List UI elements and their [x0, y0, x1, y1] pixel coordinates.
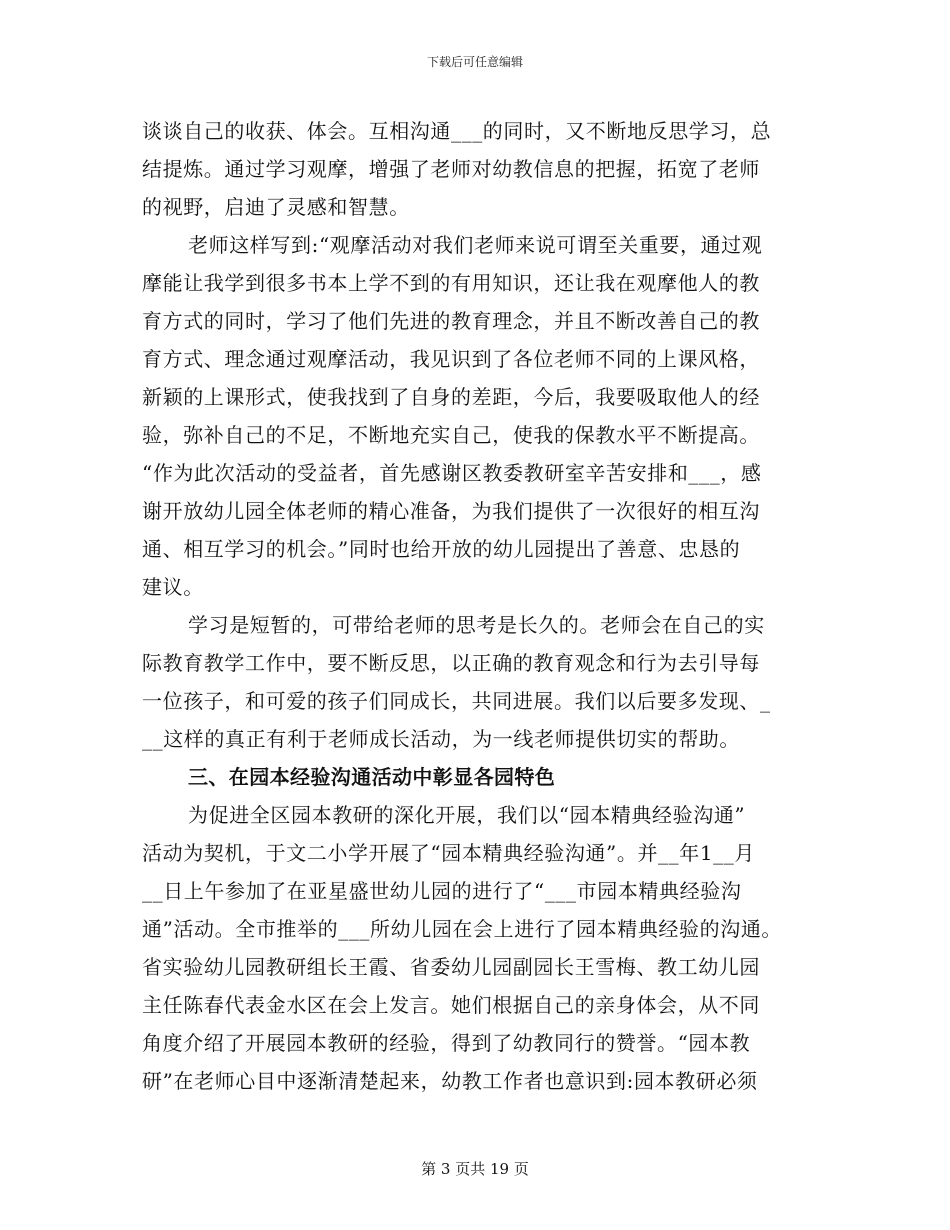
- text-line: __日上午参加了在亚星盛世幼儿园的进行了“___市园本精典经验沟: [142, 879, 742, 903]
- text-line: 际教育教学工作中，要不断反思，以正确的教育观念和行为去引导每: [142, 651, 760, 675]
- text-line: 活动为契机，于文二小学开展了“园本精典经验沟通”。并__年1__月: [142, 841, 755, 865]
- text-line: 建议。: [142, 575, 204, 599]
- text-line: 新颖的上课形式，使我找到了自身的差距，今后，我要吸取他人的经: [142, 385, 760, 409]
- text-line: 为促进全区园本教研的深化开展，我们以“园本精典经验沟通”: [188, 803, 746, 827]
- text-line: __这样的真正有利于老师成长活动，为一线老师提供切实的帮助。: [142, 727, 740, 751]
- text-line: 通、相互学习的机会。”同时也给开放的幼儿园提出了善意、忠恳的: [142, 537, 741, 561]
- text-line: 研”在老师心目中逐渐清楚起来，幼教工作者也意识到:园本教研必须: [142, 1069, 758, 1093]
- text-line: 验，弥补自己的不足，不断地充实自己，使我的保教水平不断提高。: [142, 423, 760, 447]
- text-line: 谈谈自己的收获、体会。互相沟通___的同时，又不断地反思学习，总: [142, 119, 772, 143]
- page-footer: 第 3 页共 19 页: [421, 1160, 529, 1178]
- text-line: 一位孩子，和可爱的孩子们同成长，共同进展。我们以后要多发现、_: [142, 689, 771, 713]
- text-line: 的视野，启迪了灵感和智慧。: [142, 195, 410, 219]
- text-line: 育方式的同时，学习了他们先进的教育理念，并且不断改善自己的教: [142, 309, 760, 333]
- text-line: 学习是短暂的，可带给老师的思考是长久的。老师会在自己的实: [188, 613, 765, 637]
- section-heading: 三、在园本经验沟通活动中彰显各园特色: [188, 765, 556, 789]
- text-line: “作为此次活动的受益者，首先感谢区教委教研室辛苦安排和___，感: [142, 461, 762, 485]
- page-header: 下载后可任意编辑: [426, 55, 523, 69]
- document-body: [142, 112, 822, 1100]
- text-line: 谢开放幼儿园全体老师的精心准备，为我们提供了一次很好的相互沟: [142, 499, 760, 523]
- text-line: 摩能让我学到很多书本上学不到的有用知识，还让我在观摩他人的教: [142, 271, 760, 295]
- text-line: 通”活动。全市推举的___所幼儿园在会上进行了园本精典经验的沟通。: [142, 917, 783, 941]
- text-line: 老师这样写到:“观摩活动对我们老师来说可谓至关重要，通过观: [188, 233, 763, 257]
- text-line: 结提炼。通过学习观摩，增强了老师对幼教信息的把握，拓宽了老师: [142, 157, 760, 181]
- text-line: 省实验幼儿园教研组长王霞、省委幼儿园副园长王雪梅、教工幼儿园: [142, 955, 760, 979]
- text-line: 主任陈春代表金水区在会上发言。她们根据自己的亲身体会，从不同: [142, 993, 760, 1017]
- text-line: 角度介绍了开展园本教研的经验，得到了幼教同行的赞誉。“园本教: [142, 1031, 751, 1055]
- text-line: 育方式、理念通过观摩活动，我见识到了各位老师不同的上课风格，: [142, 347, 760, 371]
